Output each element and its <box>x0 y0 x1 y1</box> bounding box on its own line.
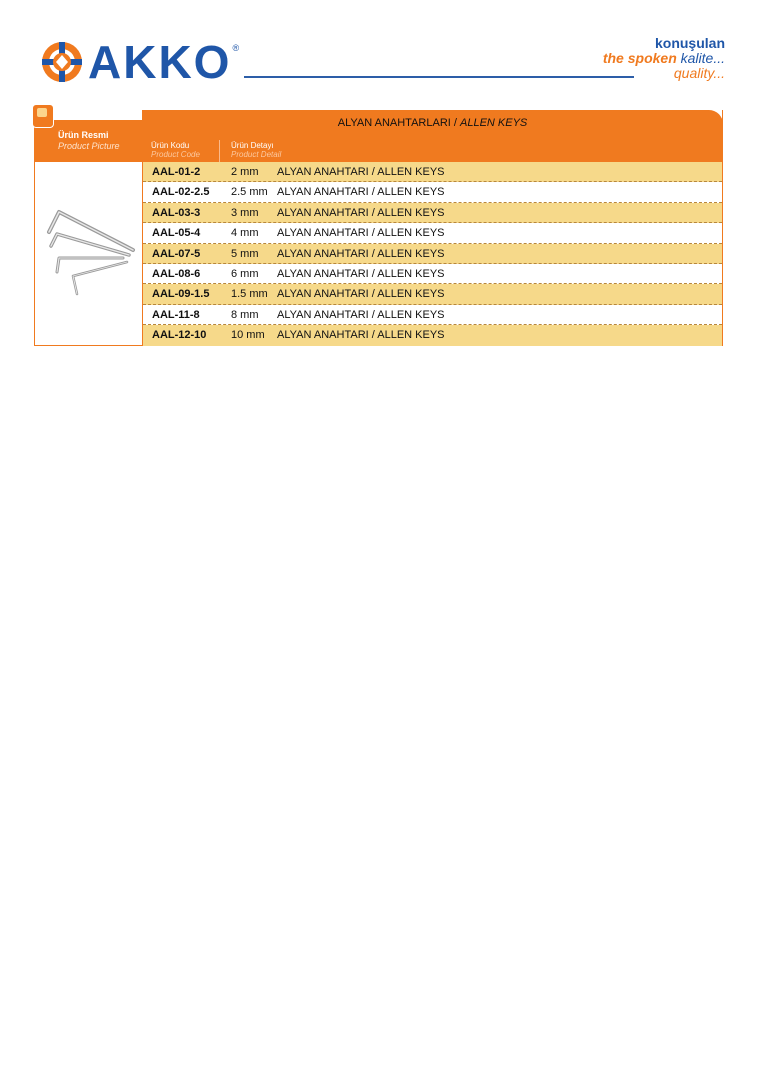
tagline-the-spoken-kalite <box>603 51 725 66</box>
tagline-konusulan: konuşulan <box>654 35 725 51</box>
code-header-tr: Ürün Kodu <box>151 141 190 150</box>
table-row <box>143 203 722 223</box>
product-size: 1.5 mm <box>231 288 268 301</box>
product-picture <box>35 162 142 345</box>
product-code: AAL-09-1.5 <box>152 288 210 301</box>
product-code: AAL-12-10 <box>152 329 207 342</box>
product-description: ALYAN ANAHTARI / ALLEN KEYS <box>277 227 445 240</box>
product-description: ALYAN ANAHTARI / ALLEN KEYS <box>277 186 445 199</box>
product-code: AAL-01-2 <box>152 166 201 178</box>
table-row <box>143 264 722 284</box>
product-size: 6 mm <box>231 267 259 280</box>
akko-logo <box>40 36 240 88</box>
product-code: AAL-05-4 <box>152 227 201 240</box>
tagline-kalite: kalite... <box>680 50 725 66</box>
table-row <box>143 244 722 264</box>
table-row <box>143 305 722 325</box>
allen-keys-icon <box>35 162 142 345</box>
product-code: AAL-02-2.5 <box>152 186 210 199</box>
registered-mark: ® <box>232 43 240 53</box>
column-header-bar <box>142 137 723 162</box>
tagline <box>603 36 725 81</box>
detail-column-header <box>231 141 281 159</box>
product-size: 8 mm <box>231 308 259 321</box>
corner-tab-icon <box>32 104 54 128</box>
product-description: ALYAN ANAHTARI / ALLEN KEYS <box>277 247 445 260</box>
product-description: ALYAN ANAHTARI / ALLEN KEYS <box>277 329 445 342</box>
table-title-en: ALLEN KEYS <box>460 117 528 129</box>
table-row <box>143 162 722 182</box>
akko-emblem-icon <box>40 40 84 84</box>
product-size: 10 mm <box>231 329 265 342</box>
product-code: AAL-07-5 <box>152 247 201 260</box>
code-header-en: Product Code <box>151 150 200 159</box>
product-rows <box>143 162 722 346</box>
table-title-bar <box>142 110 723 137</box>
product-size: 2 mm <box>231 166 259 178</box>
product-description: ALYAN ANAHTARI / ALLEN KEYS <box>277 206 445 219</box>
table-row <box>143 325 722 345</box>
table-row <box>143 284 722 304</box>
detail-header-tr: Ürün Detayı <box>231 141 274 150</box>
product-description: ALYAN ANAHTARI / ALLEN KEYS <box>277 288 445 301</box>
table-title-sep: / <box>450 117 460 129</box>
table-row <box>143 182 722 202</box>
table-row <box>143 223 722 243</box>
tagline-the-spoken: the spoken <box>602 50 677 66</box>
product-description: ALYAN ANAHTARI / ALLEN KEYS <box>277 267 445 280</box>
product-description: ALYAN ANAHTARI / ALLEN KEYS <box>277 308 445 321</box>
product-size: 5 mm <box>231 247 259 260</box>
product-code: AAL-03-3 <box>152 206 201 219</box>
code-column-header <box>151 141 200 159</box>
product-size: 3 mm <box>231 206 259 219</box>
detail-header-en: Product Detail <box>231 150 282 159</box>
brand-name: AKKO <box>88 36 232 88</box>
product-size: 4 mm <box>231 227 259 240</box>
picture-label-tr: Ürün Resmi <box>58 130 109 140</box>
header-divider <box>244 76 634 78</box>
picture-label-en: Product Picture <box>58 141 120 151</box>
product-code: AAL-11-8 <box>152 308 200 321</box>
product-description: ALYAN ANAHTARI / ALLEN KEYS <box>277 166 445 178</box>
tagline-quality: quality... <box>673 65 725 81</box>
product-size: 2.5 mm <box>231 186 268 199</box>
product-code: AAL-08-6 <box>152 267 201 280</box>
table-title <box>142 117 723 129</box>
column-header-separator <box>219 140 220 162</box>
table-title-tr: ALYAN ANAHTARLARI <box>337 117 451 129</box>
